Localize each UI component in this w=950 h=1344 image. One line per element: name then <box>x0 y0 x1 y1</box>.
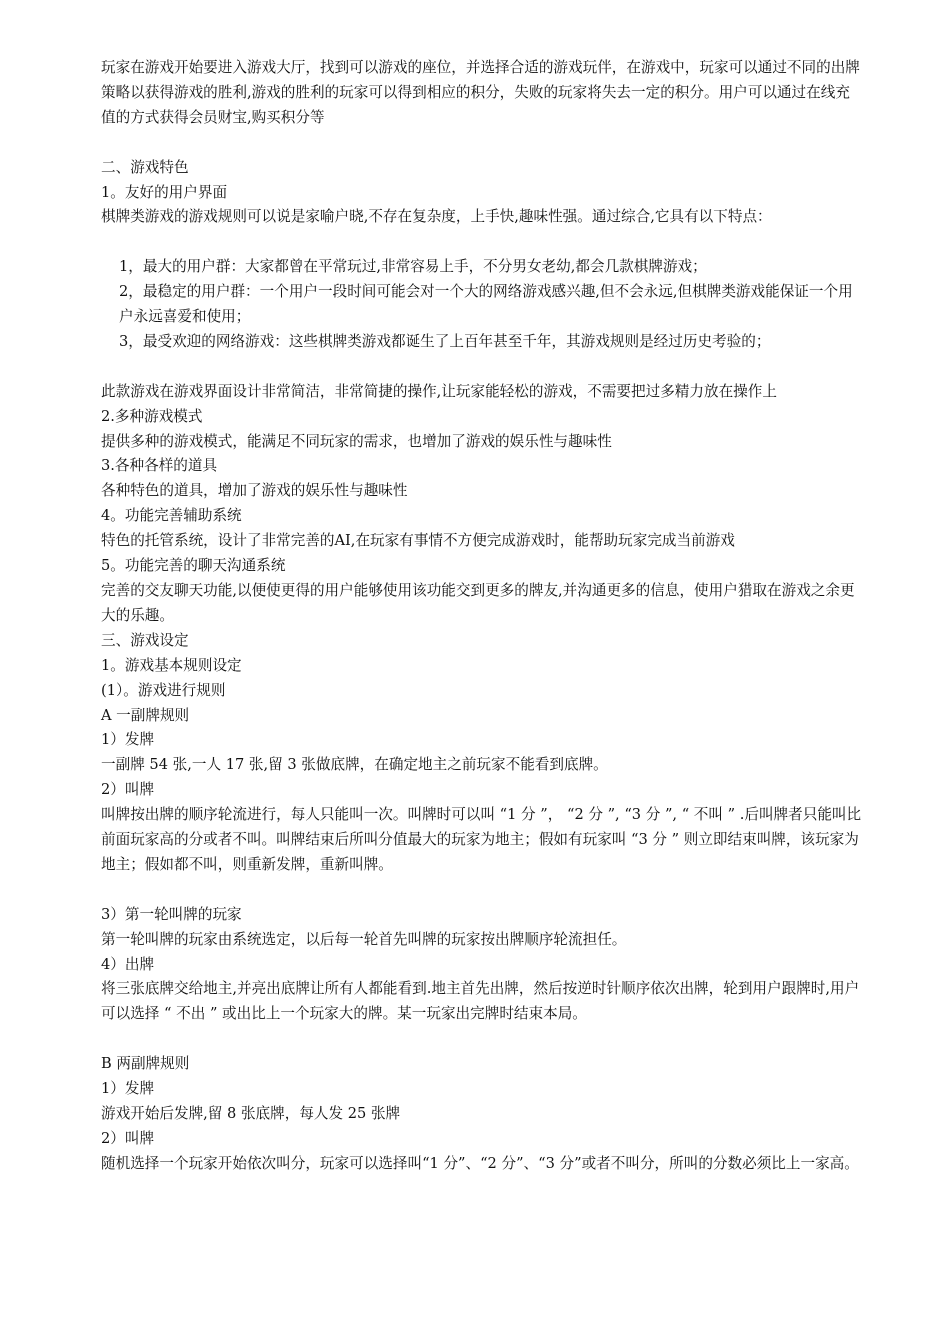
feature-desc-chat: 完善的交友聊天功能,以便使更得的用户能够使用该功能交到更多的牌友,并沟通更多的信息，使用户猎取在游戏之余更大的乐趣。 <box>101 581 855 624</box>
single-deck-first-bidder-title: 3）第一轮叫牌的玩家 <box>101 905 242 923</box>
feature-title-ui: 1。友好的用户界面 <box>101 183 228 201</box>
feature-title-modes: 2.多种游戏模式 <box>101 407 203 425</box>
double-deck-deal-title: 1）发牌 <box>101 1080 155 1098</box>
ui-design-paragraph: 此款游戏在游戏界面设计非常简洁，非常简捷的操作,让玩家能轻松的游戏，不需要把过多精力放在操作上 <box>101 382 777 400</box>
double-deck-bid-text: 随机选择一个玩家开始依次叫分，玩家可以选择叫“1 分”、“2 分”、“3 分”或者不叫分，所叫的分数必须比上一家高。 <box>101 1154 859 1172</box>
spacer <box>101 131 862 156</box>
section-heading-settings: 三、游戏设定 <box>101 631 189 649</box>
feature-title-chat: 5。功能完善的聊天沟通系统 <box>101 557 286 575</box>
section-heading-features: 二、游戏特色 <box>101 158 189 176</box>
point-most-popular: 3，最受欢迎的网络游戏：这些棋牌类游戏都诞生了上百年甚至千年，其游戏规则是经过历史考验的； <box>119 332 771 350</box>
spacer <box>101 1027 862 1052</box>
double-deck-deal-text: 游戏开始后发牌,留 8 张底牌，每人发 25 张牌 <box>101 1104 401 1122</box>
feature-desc-modes: 提供多种的游戏模式，能满足不同玩家的需求，也增加了游戏的娱乐性与趣味性 <box>101 432 612 450</box>
single-deck-play-title: 4）出牌 <box>101 955 155 973</box>
single-deck-bid-text: 叫牌按出牌的顺序轮流进行，每人只能叫一次。叫牌时可以叫 “1 分 ”， “2 分 ”, “3 分 ”, “ 不叫 ” .后叫牌者只能叫比前面玩家高的分或者不叫。叫牌结束后所叫分值最大的玩家为地主；假如有玩家叫 “3 分 ” 则立即结束叫牌，该玩家为地主；假如都不叫，则重新发牌，重新叫牌。 <box>101 806 862 873</box>
spacer <box>101 878 862 903</box>
rules-subtitle: (1）。游戏进行规则 <box>101 681 226 699</box>
feature-desc-assist: 特色的托管系统，设计了非常完善的AI,在玩家有事情不方便完成游戏时，能帮助玩家完成当前游戏 <box>101 532 735 550</box>
single-deck-deal-text: 一副牌 54 张,一人 17 张,留 3 张做底牌，在确定地主之前玩家不能看到底牌。 <box>101 756 608 774</box>
feature-desc-props: 各种特色的道具，增加了游戏的娱乐性与趣味性 <box>101 482 408 500</box>
single-deck-deal-title: 1）发牌 <box>101 731 155 749</box>
feature-title-props: 3.各种各样的道具 <box>101 457 218 475</box>
single-deck-play-text: 将三张底牌交给地主,并亮出底牌让所有人都能看到.地主首先出牌，然后按逆时针顺序依次出牌，轮到用户跟牌时,用户可以选择 “ 不出 ” 或出比上一个玩家大的牌。某一玩家出完牌时结束本局。 <box>101 980 860 1023</box>
feature-title-assist: 4。功能完善辅助系统 <box>101 507 242 525</box>
rules-title: 1。游戏基本规则设定 <box>101 656 242 674</box>
feature-desc-rules: 棋牌类游戏的游戏规则可以说是家喻户晓,不存在复杂度，上手快,趣味性强。通过综合,它具有以下特点： <box>101 208 772 226</box>
point-stable-user-base: 2，最稳定的用户群：一个用户一段时间可能会对一个大的网络游戏感兴趣,但不会永远,但棋牌类游戏能保证一个用户永远喜爱和使用； <box>119 283 853 326</box>
intro-paragraph: 玩家在游戏开始要进入游戏大厅，找到可以游戏的座位，并选择合适的游戏玩伴，在游戏中，玩家可以通过不同的出牌策略以获得游戏的胜利,游戏的胜利的玩家可以得到相应的积分，失败的玩家将失去一定的积分。用户可以通过在线充值的方式获得会员财宝,购买积分等 <box>101 59 860 126</box>
double-deck-bid-title: 2）叫牌 <box>101 1129 155 1147</box>
single-deck-title: A 一副牌规则 <box>101 706 190 724</box>
single-deck-first-bidder-text: 第一轮叫牌的玩家由系统选定，以后每一轮首先叫牌的玩家按出牌顺序轮流担任。 <box>101 930 627 948</box>
spacer <box>101 355 862 380</box>
single-deck-bid-title: 2）叫牌 <box>101 781 155 799</box>
double-deck-title: B 两副牌规则 <box>101 1055 190 1073</box>
point-largest-user-base: 1，最大的用户群：大家都曾在平常玩过,非常容易上手，不分男女老幼,都会几款棋牌游戏； <box>119 258 707 276</box>
spacer <box>101 230 862 255</box>
